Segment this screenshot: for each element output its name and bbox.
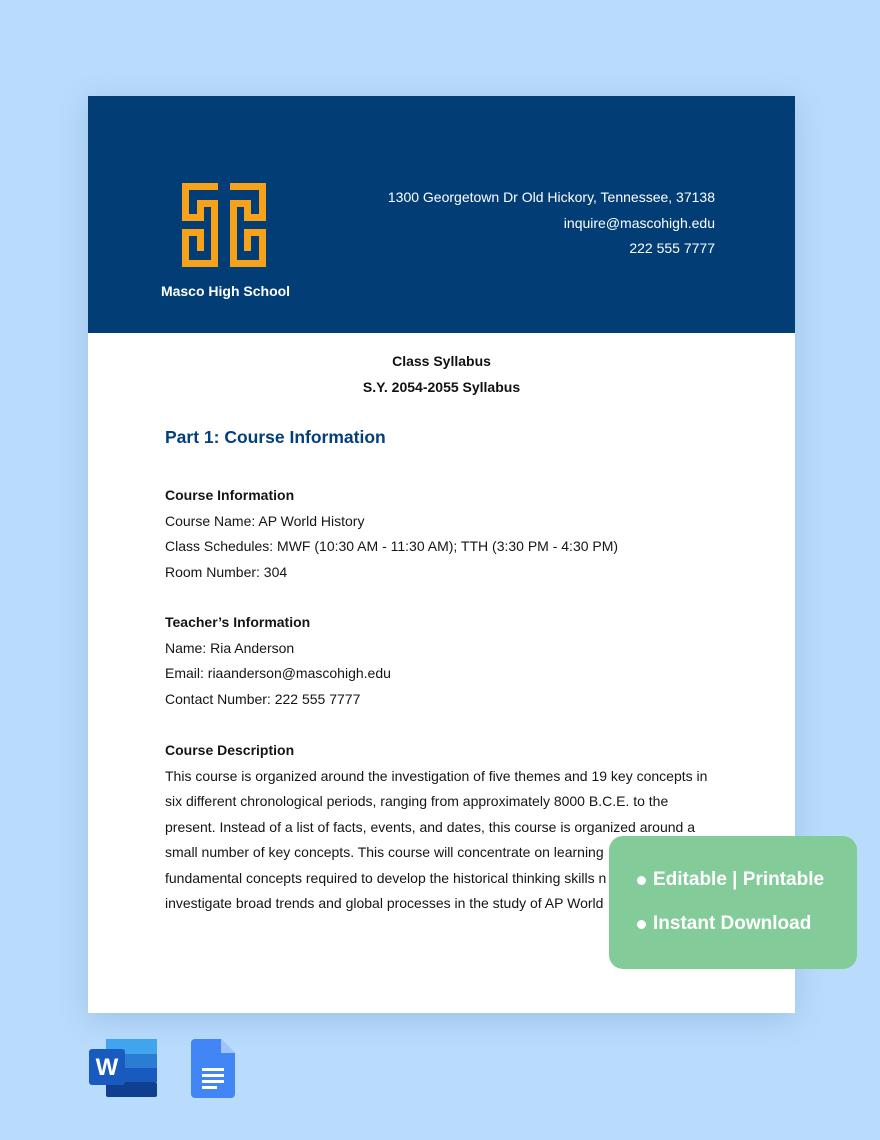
microsoft-word-icon[interactable] bbox=[89, 1039, 157, 1097]
google-docs-icon[interactable] bbox=[191, 1039, 235, 1098]
teacher-name: Name: Ria Anderson bbox=[165, 639, 295, 656]
svg-text:W: W bbox=[95, 1054, 119, 1081]
feature-editable bbox=[637, 869, 824, 891]
title-line-2: S.Y. 2054-2055 Syllabus bbox=[362, 378, 521, 395]
feature-download bbox=[637, 913, 811, 935]
course-description-heading: Course Description bbox=[165, 742, 295, 758]
document-title bbox=[88, 351, 795, 402]
course-information-section bbox=[165, 485, 725, 587]
course-information-heading: Course Information bbox=[165, 487, 295, 503]
room-number: Room Number: 304 bbox=[165, 563, 288, 580]
course-name: Course Name: AP World History bbox=[165, 512, 365, 529]
teacher-email: Email: riaanderson@mascohigh.edu bbox=[165, 665, 391, 681]
class-schedules: Class Schedules: MWF (10:30 AM - 11:30 AM); TTH (3:30 PM - 4:30 PM) bbox=[165, 538, 619, 554]
bullet-icon bbox=[637, 920, 646, 929]
description-line: present. Instead of a list of facts, events, and dates, this course is organized around a bbox=[165, 818, 695, 835]
document-header bbox=[88, 96, 795, 333]
features-badge bbox=[609, 836, 857, 969]
school-email[interactable]: inquire@mascohigh.edu bbox=[563, 214, 715, 231]
school-phone: 222 555 7777 bbox=[629, 240, 715, 256]
description-line: investigate broad trends and global processes in the study of AP World bbox=[165, 895, 604, 911]
contact-block bbox=[388, 187, 715, 264]
description-line: small number of key concepts. This course will concentrate on learning bbox=[165, 844, 604, 860]
description-line: This course is organized around the investigation of five themes and 19 key concepts in bbox=[165, 767, 708, 784]
school-address: 1300 Georgetown Dr Old Hickory, Tennessee, 37138 bbox=[387, 189, 715, 205]
part-1-heading: Part 1: Course Information bbox=[165, 427, 386, 447]
school-name: Masco High School bbox=[160, 283, 291, 299]
teacher-information-section bbox=[165, 612, 725, 714]
title-line-1: Class Syllabus bbox=[392, 353, 491, 369]
masco-logo-icon bbox=[182, 183, 266, 267]
bullet-icon bbox=[637, 876, 646, 885]
description-line: fundamental concepts required to develop the historical thinking skills n bbox=[165, 869, 607, 886]
teacher-contact: Contact Number: 222 555 7777 bbox=[165, 690, 361, 707]
description-line: six different chronological periods, ranging from approximately 8000 B.C.E. to the bbox=[165, 793, 669, 809]
feature-download-label: Instant Download bbox=[653, 913, 812, 934]
feature-editable-label: Editable | Printable bbox=[653, 869, 825, 890]
teacher-information-heading: Teacher’s Information bbox=[165, 614, 311, 630]
